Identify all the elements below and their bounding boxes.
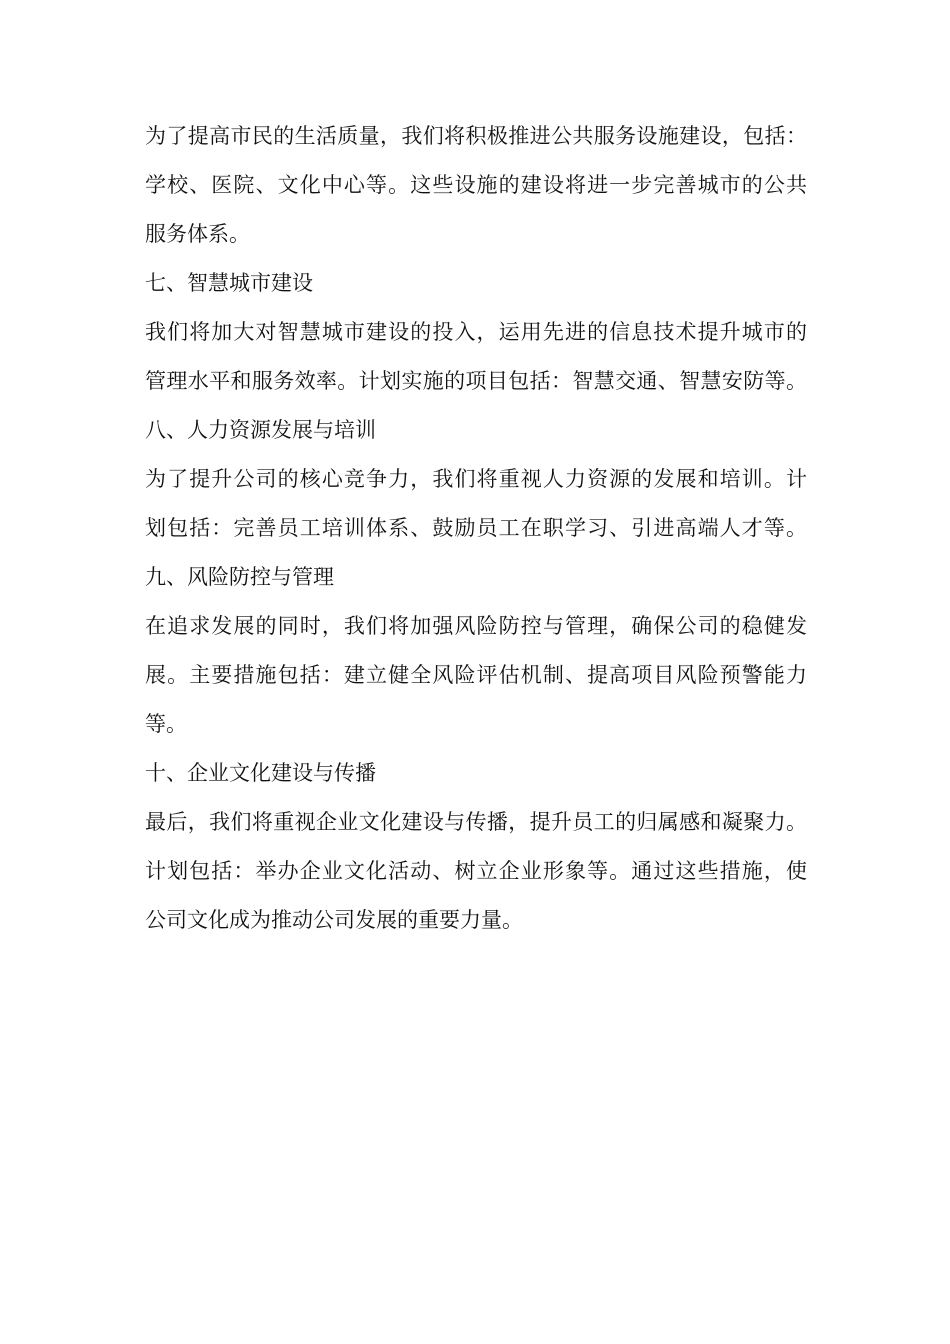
paragraph-line: 等。 [145, 712, 187, 736]
section-heading-human-resources: 八、人力资源发展与培训 [145, 418, 376, 442]
paragraph-corporate-culture [145, 798, 807, 945]
paragraph-line: 在追求发展的同时，我们将加强风险防控与管理，确保公司的稳健发 [145, 614, 807, 638]
section-heading-corporate-culture: 十、企业文化建设与传播 [145, 761, 376, 785]
paragraph-line: 划包括：完善员工培训体系、鼓励员工在职学习、引进高端人才等。 [145, 516, 807, 540]
paragraph-line: 为了提高市民的生活质量，我们将积极推进公共服务设施建设，包括： [145, 124, 807, 148]
paragraph-line: 服务体系。 [145, 222, 250, 246]
document-body [145, 112, 807, 945]
paragraph-line: 最后，我们将重视企业文化建设与传播，提升员工的归属感和凝聚力。 [145, 810, 807, 834]
paragraph-public-services [145, 112, 807, 259]
section-heading-smart-city: 七、智慧城市建设 [145, 271, 313, 295]
paragraph-line: 管理水平和服务效率。计划实施的项目包括：智慧交通、智慧安防等。 [145, 369, 807, 393]
paragraph-risk-control [145, 602, 807, 749]
paragraph-line: 为了提升公司的核心竞争力，我们将重视人力资源的发展和培训。计 [145, 467, 807, 491]
paragraph-line: 公司文化成为推动公司发展的重要力量。 [145, 908, 523, 932]
paragraph-line: 展。主要措施包括：建立健全风险评估机制、提高项目风险预警能力 [145, 663, 807, 687]
paragraph-line: 我们将加大对智慧城市建设的投入，运用先进的信息技术提升城市的 [145, 320, 807, 344]
section-heading-risk-control: 九、风险防控与管理 [145, 565, 334, 589]
paragraph-human-resources [145, 455, 807, 553]
paragraph-line: 计划包括：举办企业文化活动、树立企业形象等。通过这些措施，使 [145, 859, 807, 883]
paragraph-line: 学校、医院、文化中心等。这些设施的建设将进一步完善城市的公共 [145, 173, 807, 197]
paragraph-smart-city [145, 308, 807, 406]
